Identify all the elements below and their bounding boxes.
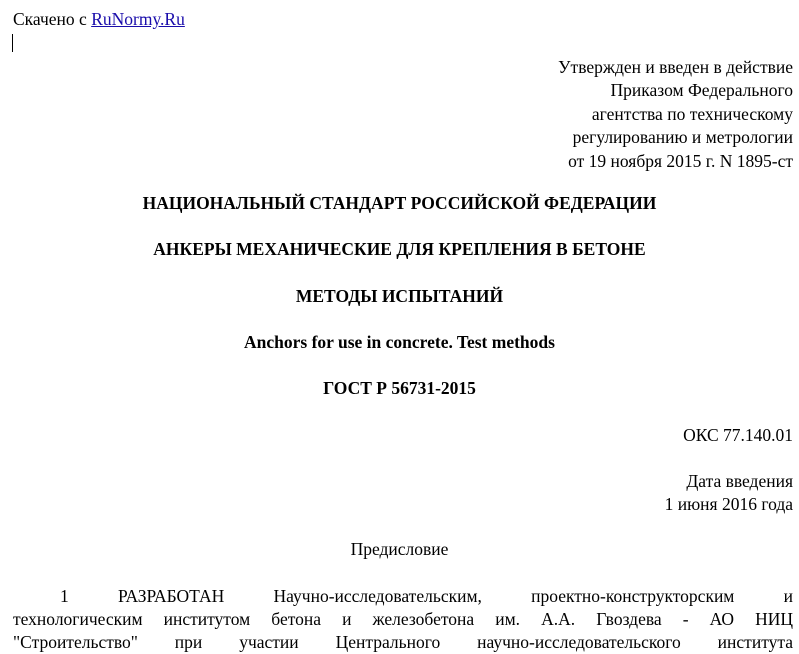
- approval-line: Приказом Федерального: [610, 80, 793, 101]
- approval-block: [558, 56, 793, 173]
- approval-line: Утвержден и введен в действие: [558, 57, 793, 77]
- paragraph-line: 1 РАЗРАБОТАН Научно-исследовательским, проектно-конструкторским и: [60, 586, 793, 606]
- intro-date-block: [665, 470, 793, 516]
- standard-code: ГОСТ Р 56731-2015: [323, 378, 476, 398]
- intro-date-label: Дата введения: [686, 471, 793, 491]
- approval-line: агентства по техническому: [591, 103, 793, 124]
- text-cursor: [12, 34, 13, 52]
- approval-line: регулированию и метрологии: [572, 127, 793, 148]
- standard-heading: НАЦИОНАЛЬНЫЙ СТАНДАРТ РОССИЙСКОЙ ФЕДЕРАЦИИ: [142, 193, 657, 213]
- source-prefix: Скачено с: [13, 9, 87, 29]
- document-subtitle: МЕТОДЫ ИСПЫТАНИЙ: [295, 286, 504, 306]
- approval-line: от 19 ноября 2015 г. N 1895-ст: [568, 150, 793, 171]
- oks-code: ОКС 77.140.01: [683, 425, 793, 445]
- paragraph-line: "Строительство" при участии Центрального научно-исследовательского института: [13, 632, 793, 652]
- document-title: АНКЕРЫ МЕХАНИЧЕСКИЕ ДЛЯ КРЕПЛЕНИЯ В БЕТОНЕ: [153, 239, 646, 259]
- preface-heading: Предисловие: [350, 539, 449, 559]
- intro-date-value: 1 июня 2016 года: [664, 494, 793, 514]
- english-title: Anchors for use in concrete. Test methods: [244, 332, 555, 352]
- source-link[interactable]: RuNormy.Ru: [91, 9, 185, 29]
- source-line: [13, 8, 185, 30]
- paragraph-line: технологическим институтом бетона и железобетона им. А.А. Гвоздева - АО НИЦ: [13, 609, 793, 629]
- preface-paragraph: [13, 585, 793, 654]
